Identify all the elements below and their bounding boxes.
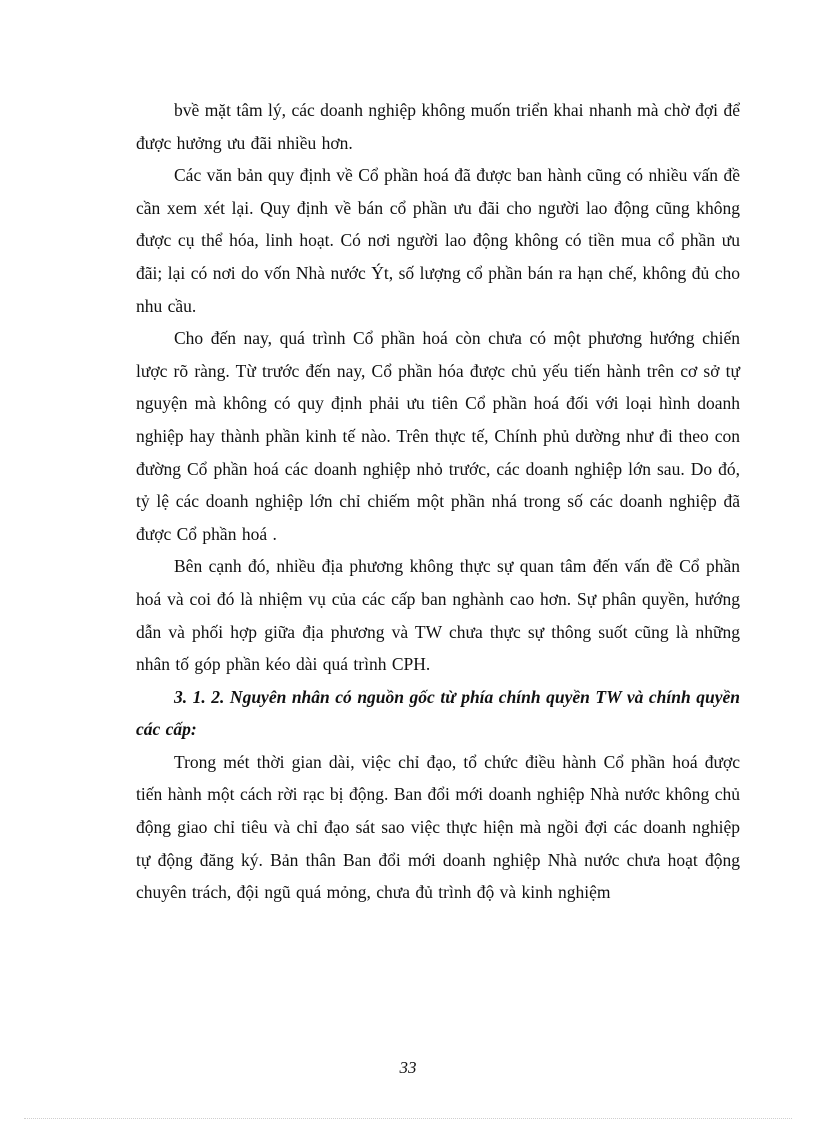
paragraph-4: Bên cạnh đó, nhiều địa phương không thực sự quan tâm đến vấn đề Cổ phần hoá và coi đó là nhiệm vụ của các cấp ban nghành cao hơn. Sự phân quyền, hướng dẫn và phối hợp giữa địa phương và TW chưa thực sự thông suốt cũng là những nhân tố góp phần kéo dài quá trình CPH. [136, 556, 740, 675]
paragraph-1: bvề mặt tâm lý, các doanh nghiệp không muốn triển khai nhanh mà chờ đợi để được hưởng ưu đãi nhiều hơn. [136, 100, 740, 153]
page-number: 33 [399, 1058, 417, 1077]
paragraph-5: Trong mét thời gian dài, việc chỉ đạo, tổ chức điều hành Cổ phần hoá được tiến hành một cách rời rạc bị động. Ban đổi mới doanh nghiệp Nhà nước không chủ động giao chỉ tiêu và chỉ đạo sát sao việc thực hiện mà ngồi đợi các doanh nghiệp tự động đăng ký. Bản thân Ban đổi mới doanh nghiệp Nhà nước chưa hoạt động chuyên trách, đội ngũ quá mỏng, chưa đủ trình độ và kinh nghiệm [136, 751, 740, 903]
paragraph-2: Các văn bản quy định về Cổ phần hoá đã được ban hành cũng có nhiều vấn đề cần xem xét lại. Quy định về bán cổ phần ưu đãi cho người lao động cũng không được cụ thể hóa, linh hoạt. Có nơi người lao động không có tiền mua cổ phần ưu đãi; lại có nơi do vốn Nhà nước Ýt, số lượng cổ phần bán ra hạn chế, không đủ cho nhu cầu. [136, 165, 740, 316]
footer-divider [24, 1118, 792, 1119]
section-heading: 3. 1. 2. Nguyên nhân có nguồn gốc từ phía chính quyền TW và chính quyền các cấp: [136, 686, 740, 740]
page-body [136, 94, 740, 909]
paragraph-3: Cho đến nay, quá trình Cổ phần hoá còn chưa có một phương hướng chiến lược rõ ràng. Từ trước đến nay, Cổ phần hóa được chủ yếu tiến hành trên cơ sở tự nguyện mà không có quy định phải ưu tiên Cổ phần hoá đối với loại hình doanh nghiệp hay thành phần kinh tế nào. Trên thực tế, Chính phủ dường như đi theo con đường Cổ phần hoá các doanh nghiệp nhỏ trước, các doanh nghiệp lớn sau. Do đó, tỷ lệ các doanh nghiệp lớn chỉ chiếm một phần nhá trong số các doanh nghiệp đã được Cổ phần hoá . [136, 328, 740, 544]
